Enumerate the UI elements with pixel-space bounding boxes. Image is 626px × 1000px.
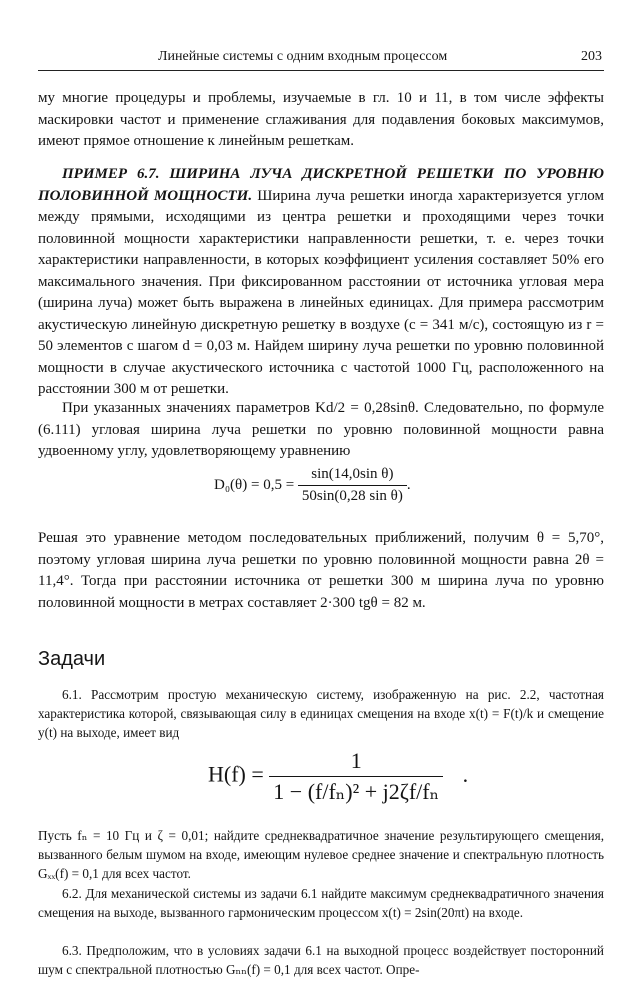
- equation-h-tail: .: [462, 761, 469, 787]
- paragraph-1: му многие процедуры и проблемы, изучаемые в гл. 10 и 11, в том числе эффекты маскировки частот и применение сглаживания для подавления боковых максимумов, имеют прямое отношение к линейным решеткам.: [38, 90, 604, 149]
- task-6-2: [38, 884, 604, 922]
- task-6-1-text: 6.1. Рассмотрим простую механическую систему, изображенную на рис. 2.2, частотная характеристика которой, связывающая силу в единицах смещения на входе x(t) = F(t)/k и смещение y(t) на выходе, имеет вид: [38, 687, 604, 740]
- task-6-3: [38, 941, 604, 979]
- equation-h-numerator: 1: [269, 748, 443, 777]
- example-heading: ПРИМЕР 6.7. ШИРИНА ЛУЧА ДИСКРЕТНОЙ РЕШЕТКИ ПО УРОВНЮ ПОЛОВИННОЙ МОЩНОСТИ.: [38, 166, 604, 204]
- equation-h-denominator: 1 − (f/fₙ)² + j2ζf/fₙ: [273, 779, 440, 804]
- equation-tail: .: [406, 476, 411, 493]
- paragraph-2: При указанных значениях параметров Kd/2 = 0,28sinθ. Следовательно, по формуле (6.111) угловая ширина луча решетки по уровню половинной мощности равна удвоенному углу, удовлетворяющему уравнению: [38, 400, 604, 459]
- equation-frequency-response: [208, 748, 468, 805]
- task-6-1: [38, 685, 604, 742]
- equation-denominator: 50sin(0,28 sin θ): [301, 488, 403, 504]
- example-6-7: [38, 164, 604, 401]
- equation-h-lhs: H(f) =: [208, 761, 264, 787]
- equation-h-fraction: [269, 748, 443, 805]
- paragraph-continuation: [38, 88, 604, 153]
- page-number: 203: [581, 49, 602, 64]
- task-6-1-question: [38, 826, 604, 883]
- paragraph-3: Решая это уравнение методом последовательных приближений, получим θ = 5,70°, поэтому угловая ширина луча решетки по уровню половинной мощности равна 2θ = 11,4°. Тогда при расстоянии источника от решетки 300 м ширина луча по уровню половинной мощности в метрах составляет 2·300 tgθ = 82 м.: [38, 530, 604, 611]
- page: [38, 0, 604, 1000]
- equation-lhs: D₀(θ) = 0,5 =: [214, 476, 295, 493]
- example-paragraph: [38, 164, 604, 401]
- paragraph-parameters: [38, 398, 604, 463]
- paragraph-solution: [38, 528, 604, 614]
- running-header: [38, 48, 604, 71]
- task-6-2-text: 6.2. Для механической системы из задачи 6.1 найдите максимум среднеквадратичного значения смещения на выходе, вызванного гармоническим процессом x(t) = 2sin(20πt) на входе.: [38, 886, 604, 920]
- equation-half-power: [214, 466, 411, 505]
- equation-numerator: sin(14,0sin θ): [298, 466, 407, 486]
- example-body: Ширина луча решетки иногда характеризуется углом между прямыми, исходящими из центра решетки и проходящими через точки половинной мощности характеристики направленности решетки, т. е. через точки характеристики направленности, в которых коэффициент усиления составляет 50% его максимального значения. При фиксированном расстоянии от источника угловая мера (ширина луча) может быть выражена в линейных единицах. Для примера рассмотрим акустическую линейную дискретную решетку в воздухе (c = 341 м/с), состоящую из r = 50 элементов с шагом d = 0,03 м. Найдем ширину луча решетки по уровню половинной мощности в случае акустического источника с частотой 1000 Гц, расположенного на расстоянии 300 м от решетки.: [38, 187, 605, 397]
- header-title: Линейные системы с одним входным процессом: [158, 49, 448, 64]
- equation-fraction: [298, 466, 407, 505]
- section-title: Задачи: [38, 648, 106, 670]
- task-6-1b-text: Пусть fₙ = 10 Гц и ζ = 0,01; найдите среднеквадратичное значение результирующего смещения, вызванного белым шумом на входе, имеющим нулевое среднее значение и спектральную плотность Gₓₓ(f) = 0,1 для всех частот.: [38, 828, 604, 881]
- task-6-3-text: 6.3. Предположим, что в условиях задачи 6.1 на выходной процесс воздействует посторонний шум с спектральной плотностью Gₙₙ(f) = 0,1 для всех частот. Опре-: [38, 943, 604, 977]
